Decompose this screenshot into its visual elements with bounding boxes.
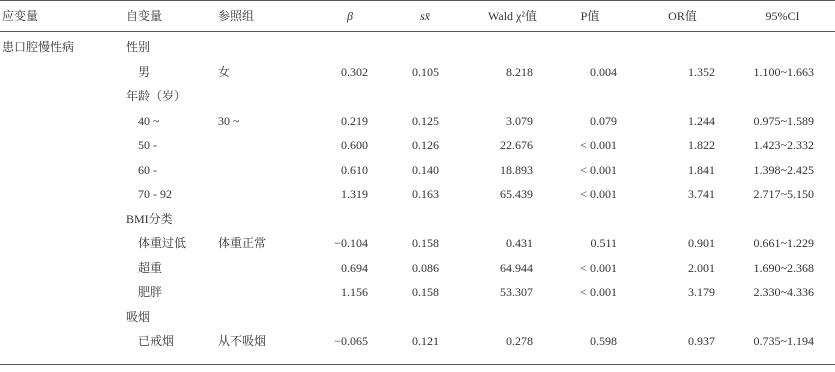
cell-ci: 1.690~2.368 [753,260,814,275]
variable-level-label: 超重 [138,260,163,275]
header-independent: 自变量 [126,9,163,23]
cell-p: < 0.001 [580,162,617,177]
table-row [0,208,835,230]
cell-p: 0.598 [590,334,617,348]
cell-se: 0.163 [412,187,439,201]
cell-ref: 从不吸烟 [218,334,267,348]
cell-wald: 8.218 [506,64,533,79]
cell-p: < 0.001 [580,285,617,299]
header-p: P值 [580,9,600,23]
variable-level-label: 肥胖 [138,285,163,299]
cell-beta: 0.219 [341,113,368,128]
cell-ci: 1.423~2.332 [753,138,814,152]
cell-wald: 65.439 [500,187,533,201]
cell-p: 0.004 [590,64,617,79]
cell-wald: 18.893 [500,162,533,177]
cell-ref: 体重正常 [218,236,267,250]
variable-level-label: 男 [138,64,151,79]
cell-wald: 0.278 [506,334,533,348]
variable-level-label: 70 - 92 [138,187,172,201]
cell-se: 0.140 [412,162,439,177]
header-reference: 参照组 [218,9,255,23]
cell-ref: 30 ~ [218,113,240,128]
cell-wald: 0.431 [506,236,533,250]
cell-p: < 0.001 [580,260,617,275]
cell-p: < 0.001 [580,187,617,201]
cell-wald: 64.944 [500,260,533,275]
table-row [0,257,835,279]
cell-beta: 0.694 [341,260,368,275]
cell-or: 3.741 [688,187,715,201]
cell-or: 0.937 [688,334,715,348]
table-row [0,306,835,328]
cell-p: 0.511 [590,236,617,250]
table-top-rule [0,0,835,1]
cell-se: 0.105 [412,64,439,79]
cell-se: 0.126 [412,138,439,152]
cell-se: 0.125 [412,113,439,128]
table-row [0,330,835,352]
header-wald: Wald χ²值 [488,9,537,23]
table-row [0,134,835,156]
cell-beta: 1.156 [341,285,368,299]
table-bottom-rule [0,364,835,365]
cell-beta: 0.600 [341,138,368,152]
cell-or: 1.841 [688,162,715,177]
cell-ci: 1.100~1.663 [753,64,814,79]
variable-level-label: 60 - [138,162,157,177]
table-row [0,281,835,303]
variable-level-label: 40 ~ [138,113,160,128]
table-row [0,110,835,132]
cell-beta: −0.065 [334,334,368,348]
table-row [0,61,835,83]
table-row [0,36,835,58]
table-row [0,159,835,181]
cell-or: 1.822 [688,138,715,152]
cell-or: 1.244 [688,113,715,128]
cell-or: 3.179 [688,285,715,299]
header-or: OR值 [668,9,697,23]
variable-level-label: 已戒烟 [138,334,175,348]
table-header-rule [0,31,835,32]
variable-level-label: 50 - [138,138,157,152]
cell-ci: 2.330~4.336 [753,285,814,299]
variable-group-label: 性别 [126,40,151,54]
cell-beta: 0.302 [341,64,368,79]
cell-se: 0.086 [412,260,439,275]
cell-or: 0.901 [688,236,715,250]
header-dependent: 应变量 [2,9,39,23]
header-beta: β [347,9,353,23]
cell-p: < 0.001 [580,138,617,152]
cell-wald: 3.079 [506,113,533,128]
cell-ci: 0.661~1.229 [753,236,814,250]
table-row [0,183,835,205]
cell-wald: 53.307 [500,285,533,299]
cell-beta: 0.610 [341,162,368,177]
cell-se: 0.121 [412,334,439,348]
cell-ci: 1.398~2.425 [753,162,814,177]
cell-ci: 2.717~5.150 [753,187,814,201]
cell-or: 1.352 [688,64,715,79]
cell-wald: 22.676 [500,138,533,152]
cell-p: 0.079 [590,113,617,128]
header-ci: 95%CI [765,9,800,23]
cell-ci: 0.975~1.589 [753,113,814,128]
variable-group-label: 吸烟 [126,309,151,324]
cell-beta: 1.319 [341,187,368,201]
table-header-row [0,5,835,27]
dependent-variable: 患口腔慢性病 [2,40,75,54]
cell-or: 2.001 [688,260,715,275]
variable-level-label: 体重过低 [138,236,187,250]
table-row [0,232,835,254]
cell-ci: 0.735~1.194 [753,334,814,348]
cell-beta: −0.104 [334,236,368,250]
cell-se: 0.158 [412,285,439,299]
table-row [0,85,835,107]
cell-se: 0.158 [412,236,439,250]
variable-group-label: BMI分类 [126,211,173,226]
cell-ref: 女 [218,64,231,79]
header-se: sx̄ [420,9,430,23]
variable-group-label: 年龄（岁） [126,89,187,103]
